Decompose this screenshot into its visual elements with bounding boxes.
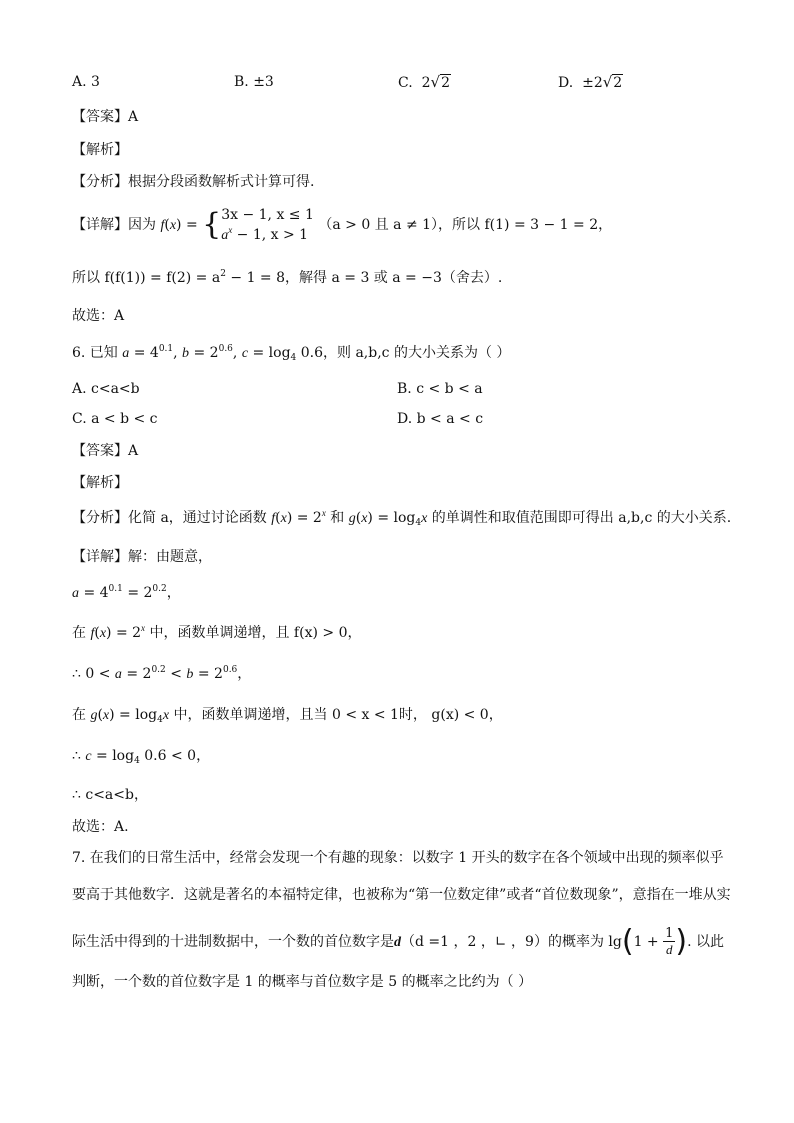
- q5-detail: 【详解】因为 f(x) = { 3x − 1, x ≤ 1 $a^x - 1$, x > 1 （a > 0 且 a ≠ 1），所以 f(1) = 3 − 1 = 2，: [72, 202, 612, 249]
- q7-line-4: 判断，一个数的首位数字是 1 的概率与首位数字是 5 的概率之比约为（ ）: [72, 974, 533, 990]
- q6-step-2: 在 $f(x) = 2^x$ 中，函数单调递增，且 f(x) > 0，: [72, 623, 362, 641]
- q5-option-b: B. ±3: [234, 74, 274, 90]
- q6-step-6: ∴ c<a<b，: [72, 787, 148, 803]
- q6-answer: 【答案】A: [72, 443, 139, 459]
- q5-detail-line2: 所以 $f(f(1)) = f(2) = a^2 - 1 = 8$，解得 a = 3 或 a = −3（舍去）.: [72, 269, 503, 286]
- q6-stem: 6. 已知 $a = 4^{0.1}$, $b = 2^{0.6}$, $c = \log_4 0.6$，则 a,b,c 的大小关系为（ ）: [72, 344, 511, 363]
- piecewise-function: 3x − 1, x ≤ 1 $a^x - 1$, x > 1: [221, 206, 314, 243]
- q7-line-3: 际生活中得到的十进制数据中，一个数的首位数字是d（d =1 ，2 ，∟ ，9）的概率为 lg(1 + $\frac{1}{d}$ ). 以此: [72, 924, 725, 959]
- q6-option-b: B. c < b < a: [397, 381, 483, 397]
- q5-option-a: A. 3: [72, 74, 100, 90]
- q7-line-2: 要高于其他数字．这就是著名的本福特定律，也被称为“第一位数定律”或者“首位数现象”，意指在一堆从实: [72, 887, 731, 903]
- q5-fenxi: 【分析】根据分段函数解析式计算可得.: [72, 174, 315, 190]
- q6-step-3: ∴ $0 < a = 2^{0.2} < b = 2^{0.6}$，: [72, 665, 252, 682]
- q6-option-d: D. b < a < c: [397, 411, 484, 427]
- q5-option-d: D. ±2√2: [558, 73, 623, 91]
- q6-choose: 故选：A.: [72, 819, 129, 835]
- q5-option-c: C. 2√2: [398, 73, 450, 91]
- q6-step-1: $a = 4^{0.1} = 2^{0.2}$，: [72, 584, 181, 601]
- q6-jiexi-heading: 【解析】: [72, 475, 128, 491]
- fraction-1-over-d: $\frac{1}{d}$: [665, 926, 674, 957]
- q5-jiexi-heading: 【解析】: [72, 142, 128, 158]
- q6-option-c: C. a < b < c: [72, 411, 158, 427]
- q6-step-5: ∴ $c = \log_4 0.6 < 0$，: [72, 748, 211, 766]
- q5-answer: 【答案】A: [72, 109, 139, 125]
- q6-step-4: 在 $g(x) = \log_4x$ 中，函数单调递增，且当 0 < x < 1时， g(x) < 0，: [72, 707, 503, 725]
- q6-detail: 【详解】解：由题意，: [72, 549, 212, 565]
- q5-choose: 故选：A: [72, 308, 125, 324]
- q6-option-a: A. c<a<b: [72, 381, 140, 397]
- q7-line-1: 7. 在我们的日常生活中，经常会发现一个有趣的现象：以数字 1 开头的数字在各个领域中出现的频率似乎: [72, 850, 724, 866]
- q6-fenxi: 【分析】化简 a，通过讨论函数 $f(x) = 2^x$ 和 $g(x) = \log_4x$ 的单调性和取值范围即可得出 a,b,c 的大小关系.: [72, 508, 732, 528]
